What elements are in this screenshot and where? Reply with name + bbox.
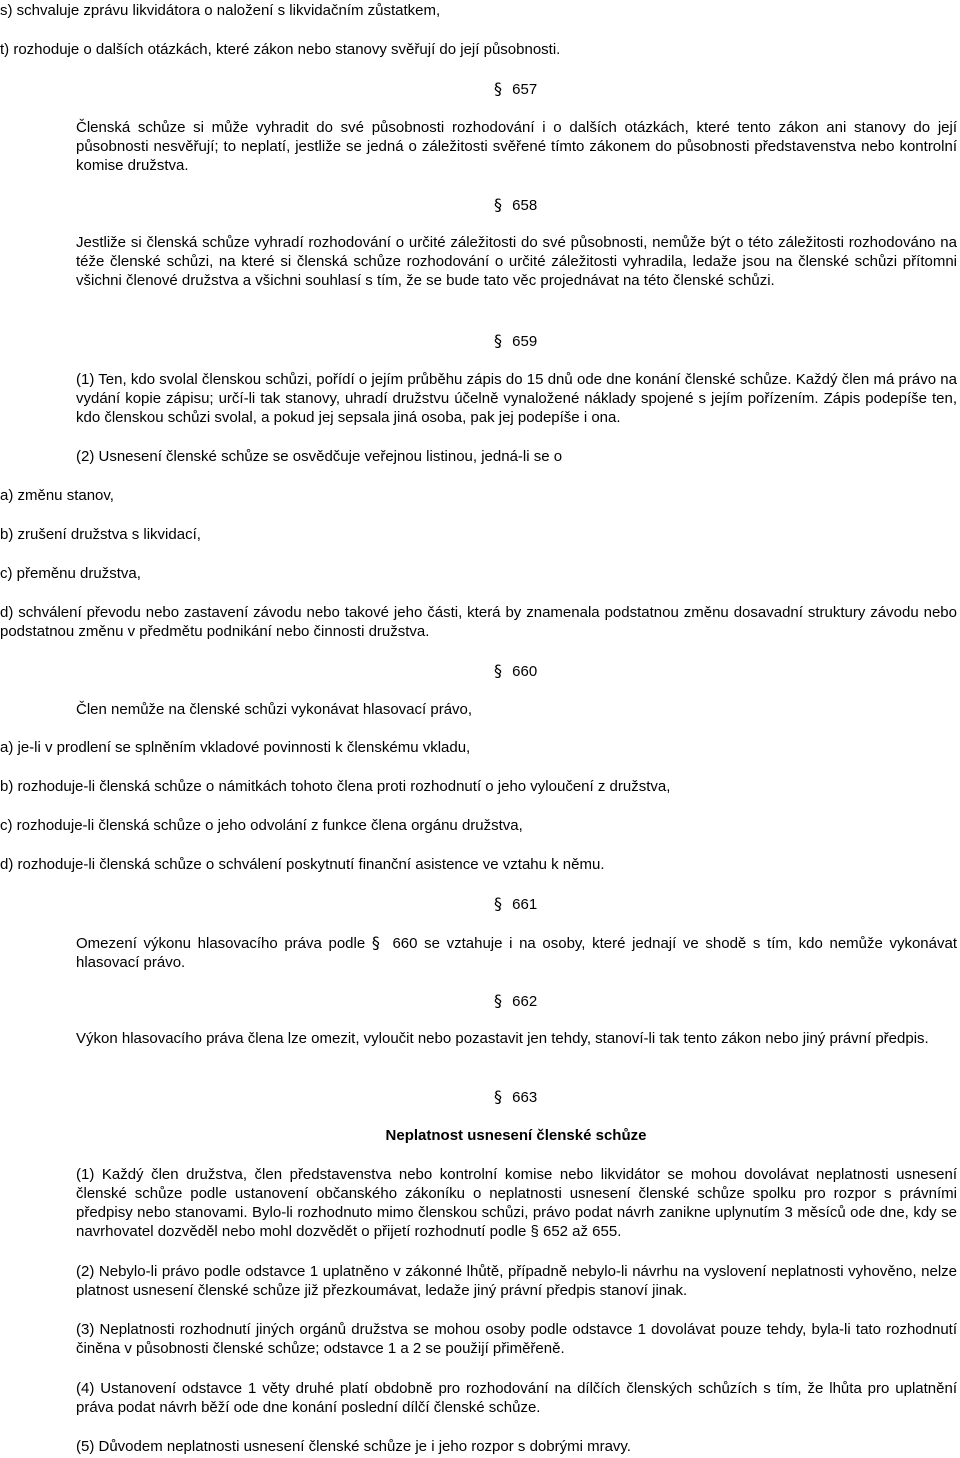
- section-657-number: § 657: [494, 79, 538, 98]
- section-663-heading: Neplatnost usnesení členské schůze: [385, 1127, 647, 1144]
- section-663-paragraph-2: (2) Nebylo-li právo podle odstavce 1 uplatněno v zákonné lhůtě, případně nebylo-li návrhu na vyslovení neplatnosti vyhověno, nelze platnost usnesení členské schůze již přezkoumávat, ledaže jiný právní předpis stanoví jinak.: [76, 1263, 957, 1299]
- section-663-number: § 663: [494, 1087, 538, 1106]
- section-symbol: §: [371, 933, 380, 952]
- section-symbol: §: [494, 991, 502, 1010]
- section-659-paragraph-2: (2) Usnesení členské schůze se osvědčuje veřejnou listinou, jedná-li se o: [76, 448, 563, 465]
- section-symbol: §: [494, 1087, 502, 1106]
- section-symbol: §: [494, 331, 502, 350]
- list-item-t: t) rozhoduje o dalších otázkách, které zákon nebo stanovy svěřují do její působnosti.: [0, 41, 561, 58]
- section-659-item-b: b) zrušení družstva s likvidací,: [0, 526, 201, 543]
- section-662-text: Výkon hlasovacího práva člena lze omezit, vyloučit nebo pozastavit jen tehdy, stanoví-li tak tento zákon nebo jiný právní předpis.: [76, 1030, 929, 1047]
- section-659-paragraph-1: (1) Ten, kdo svolal členskou schůzi, pořídí o jejím průběhu zápis do 15 dnů ode dne konání členské schůze. Každý člen má právo na vydání kopie zápisu; určí-li tak stanovy, uhradí družstvu účelně vynaložené náklady spojené s jejím pořízením. Zápis podepíše ten, kdo členskou schůzi svolal, a pokud jej sepsala jiná osoba, pak jej podepíše i ona.: [76, 371, 957, 426]
- section-663-paragraph-4: (4) Ustanovení odstavce 1 věty druhé platí obdobně pro rozhodování na dílčích členských schůzích s tím, že lhůta pro uplatnění práva podat návrh běží ode dne konání poslední dílčí členské schůze.: [76, 1380, 957, 1416]
- section-658-number: § 658: [494, 195, 538, 214]
- section-660-item-d: d) rozhoduje-li členská schůze o schválení poskytnutí finanční asistence ve vztahu k němu.: [0, 856, 605, 873]
- section-660-intro: Člen nemůže na členské schůzi vykonávat hlasovací právo,: [76, 701, 473, 718]
- section-659-item-c: c) přeměnu družstva,: [0, 565, 141, 582]
- list-item-s: s) schvaluje zprávu likvidátora o naložení s likvidačním zůstatkem,: [0, 2, 441, 19]
- section-660-number: § 660: [494, 661, 538, 680]
- section-657-text: Členská schůze si může vyhradit do své působnosti rozhodování i o dalších otázkách, které tento zákon ani stanovy do její působnosti nesvěřují; to neplatí, jestliže se jedná o záležitosti svěřené tímto zákonem do působnosti představenstva nebo kontrolní komise družstva.: [76, 119, 957, 174]
- section-661-text: Omezení výkonu hlasovacího práva podle § 660 se vztahuje i na osoby, které jednají ve shodě s tím, kdo nemůže vykonávat hlasovací právo.: [76, 933, 958, 971]
- section-659-item-d: d) schválení převodu nebo zastavení závodu nebo takové jeho části, která by znamenala podstatnou změnu dosavadní struktury závodu nebo podstatnou změnu v předmětu podnikání nebo činnosti družstva.: [0, 604, 957, 640]
- section-symbol: §: [494, 894, 502, 913]
- section-661-number: § 661: [494, 894, 538, 913]
- section-663-paragraph-1: (1) Každý člen družstva, člen představenstva nebo kontrolní komise nebo likvidátor se mohou dovolávat neplatnosti usnesení členské schůze podle ustanovení občanského zákoníku o neplatnosti usnesení členské schůze spolku pro rozpor s právními předpisy nebo stanovami. Bylo-li rozhodnuto mimo členskou schůzi, právo podat návrh zanikne uplynutím 3 měsíců ode dne, kdy se navrhovatel dozvěděl nebo mohl dozvědět o přijetí rozhodnutí podle § 652 až 655.: [76, 1166, 957, 1240]
- section-663-paragraph-5: (5) Důvodem neplatnosti usnesení členské schůze je i jeho rozpor s dobrými mravy.: [76, 1438, 631, 1455]
- section-663-paragraph-3: (3) Neplatnosti rozhodnutí jiných orgánů družstva se mohou osoby podle odstavce 1 dovolávat pouze tehdy, byla-li tato rozhodnutí činěna v působnosti členské schůze; odstavce 1 a 2 se použijí přiměřeně.: [76, 1321, 957, 1357]
- section-660-item-a: a) je-li v prodlení se splněním vkladové povinnosti k členskému vkladu,: [0, 739, 471, 756]
- section-660-item-b: b) rozhoduje-li členská schůze o námitkách tohoto člena proti rozhodnutí o jeho vyloučení z družstva,: [0, 778, 671, 795]
- section-symbol: §: [494, 661, 502, 680]
- section-symbol: §: [494, 195, 502, 214]
- section-660-item-c: c) rozhoduje-li členská schůze o jeho odvolání z funkce člena orgánu družstva,: [0, 817, 523, 834]
- section-symbol: §: [494, 79, 502, 98]
- section-662-number: § 662: [494, 991, 538, 1010]
- section-659-item-a: a) změnu stanov,: [0, 487, 114, 504]
- section-659-number: § 659: [494, 331, 538, 350]
- section-658-text: Jestliže si členská schůze vyhradí rozhodování o určité záležitosti do své působnosti, nemůže být o této záležitosti rozhodováno na téže členské schůzi, na které si členská schůze rozhodování o určité záležitosti vyhradila, ledaže jsou na členské schůzi přítomni všichni členové družstva a všichni souhlasí s tím, že se bude tato věc projednávat na této členské schůzi.: [76, 234, 957, 289]
